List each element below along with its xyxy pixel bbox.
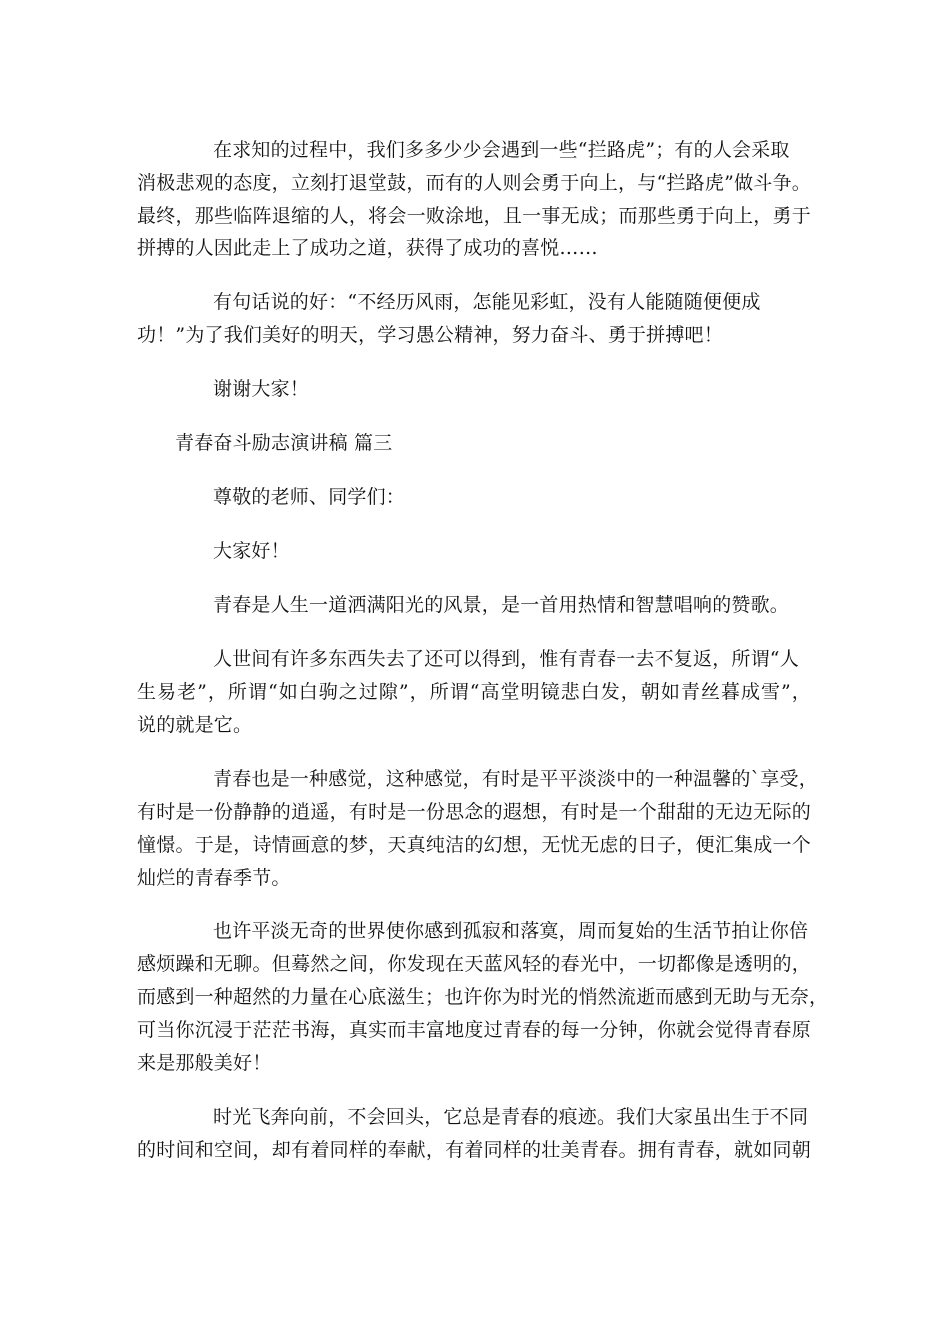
paragraph-line: 青春也是一种感觉，这种感觉，有时是平平淡淡中的一种温馨的`享受， xyxy=(213,768,818,790)
paragraph-line: 有句话说的好：“不经历风雨，怎能见彩虹，没有人能随随便便成 xyxy=(213,291,761,313)
paragraph-line: 说的就是它。 xyxy=(137,714,253,736)
paragraph-line: 青春是人生一道洒满阳光的风景，是一首用热情和智慧唱响的赞歌。 xyxy=(213,594,790,616)
paragraph-line: 感烦躁和无聊。但蓦然之间，你发现在天蓝风轻的春光中，一切都像是透明的， xyxy=(137,953,811,975)
paragraph-line: 功！”为了我们美好的明天，学习愚公精神，努力奋斗、勇于拼搏吧！ xyxy=(137,324,723,346)
paragraph-line: 灿烂的青春季节。 xyxy=(137,867,291,889)
paragraph-line: 生易老”，所谓“如白驹之过隙”，所谓“高堂明镜悲白发，朝如青丝暮成雪”， xyxy=(137,681,811,703)
paragraph-line: 人世间有许多东西失去了还可以得到，惟有青春一去不复返，所谓“人 xyxy=(213,648,799,670)
paragraph-line: 在求知的过程中，我们多多少少会遇到一些“拦路虎”；有的人会采取 xyxy=(213,139,790,161)
paragraph-line: 拼搏的人因此走上了成功之道，获得了成功的喜悦…… xyxy=(137,237,598,259)
paragraph-line: 也许平淡无奇的世界使你感到孤寂和落寞，周而复始的生活节拍让你倍 xyxy=(213,920,809,942)
paragraph-line: 最终，那些临阵退缩的人，将会一败涂地，且一事无成；而那些勇于向上，勇于 xyxy=(137,205,811,227)
greeting-line: 大家好！ xyxy=(213,540,290,562)
paragraph-line: 憧憬。于是，诗情画意的梦，天真纯洁的幻想，无忧无虑的日子，便汇集成一个 xyxy=(137,834,811,856)
paragraph-line: 消极悲观的态度，立刻打退堂鼓，而有的人则会勇于向上，与“拦路虎”做斗争。 xyxy=(137,172,811,194)
paragraph-line: 有时是一份静静的逍遥，有时是一份思念的遐想，有时是一个甜甜的无边无际的 xyxy=(137,801,811,823)
paragraph-line: 时光飞奔向前，不会回头，它总是青春的痕迹。我们大家虽出生于不同 xyxy=(213,1106,809,1128)
paragraph-line: 来是那般美好！ xyxy=(137,1052,272,1074)
closing-line: 谢谢大家！ xyxy=(213,378,310,400)
paragraph-line: 可当你沉浸于茫茫书海，真实而丰富地度过青春的每一分钟，你就会觉得青春原 xyxy=(137,1019,811,1041)
paragraph-line: 的时间和空间，却有着同样的奉献，有着同样的壮美青春。拥有青春，就如同朝 xyxy=(137,1139,811,1161)
paragraph-line: 而感到一种超然的力量在心底滋生；也许你为时光的悄然流逝而感到无助与无奈， xyxy=(137,986,829,1008)
salutation-line: 尊敬的老师、同学们： xyxy=(213,486,406,508)
section-heading: 青春奋斗励志演讲稿 篇三 xyxy=(175,432,393,454)
